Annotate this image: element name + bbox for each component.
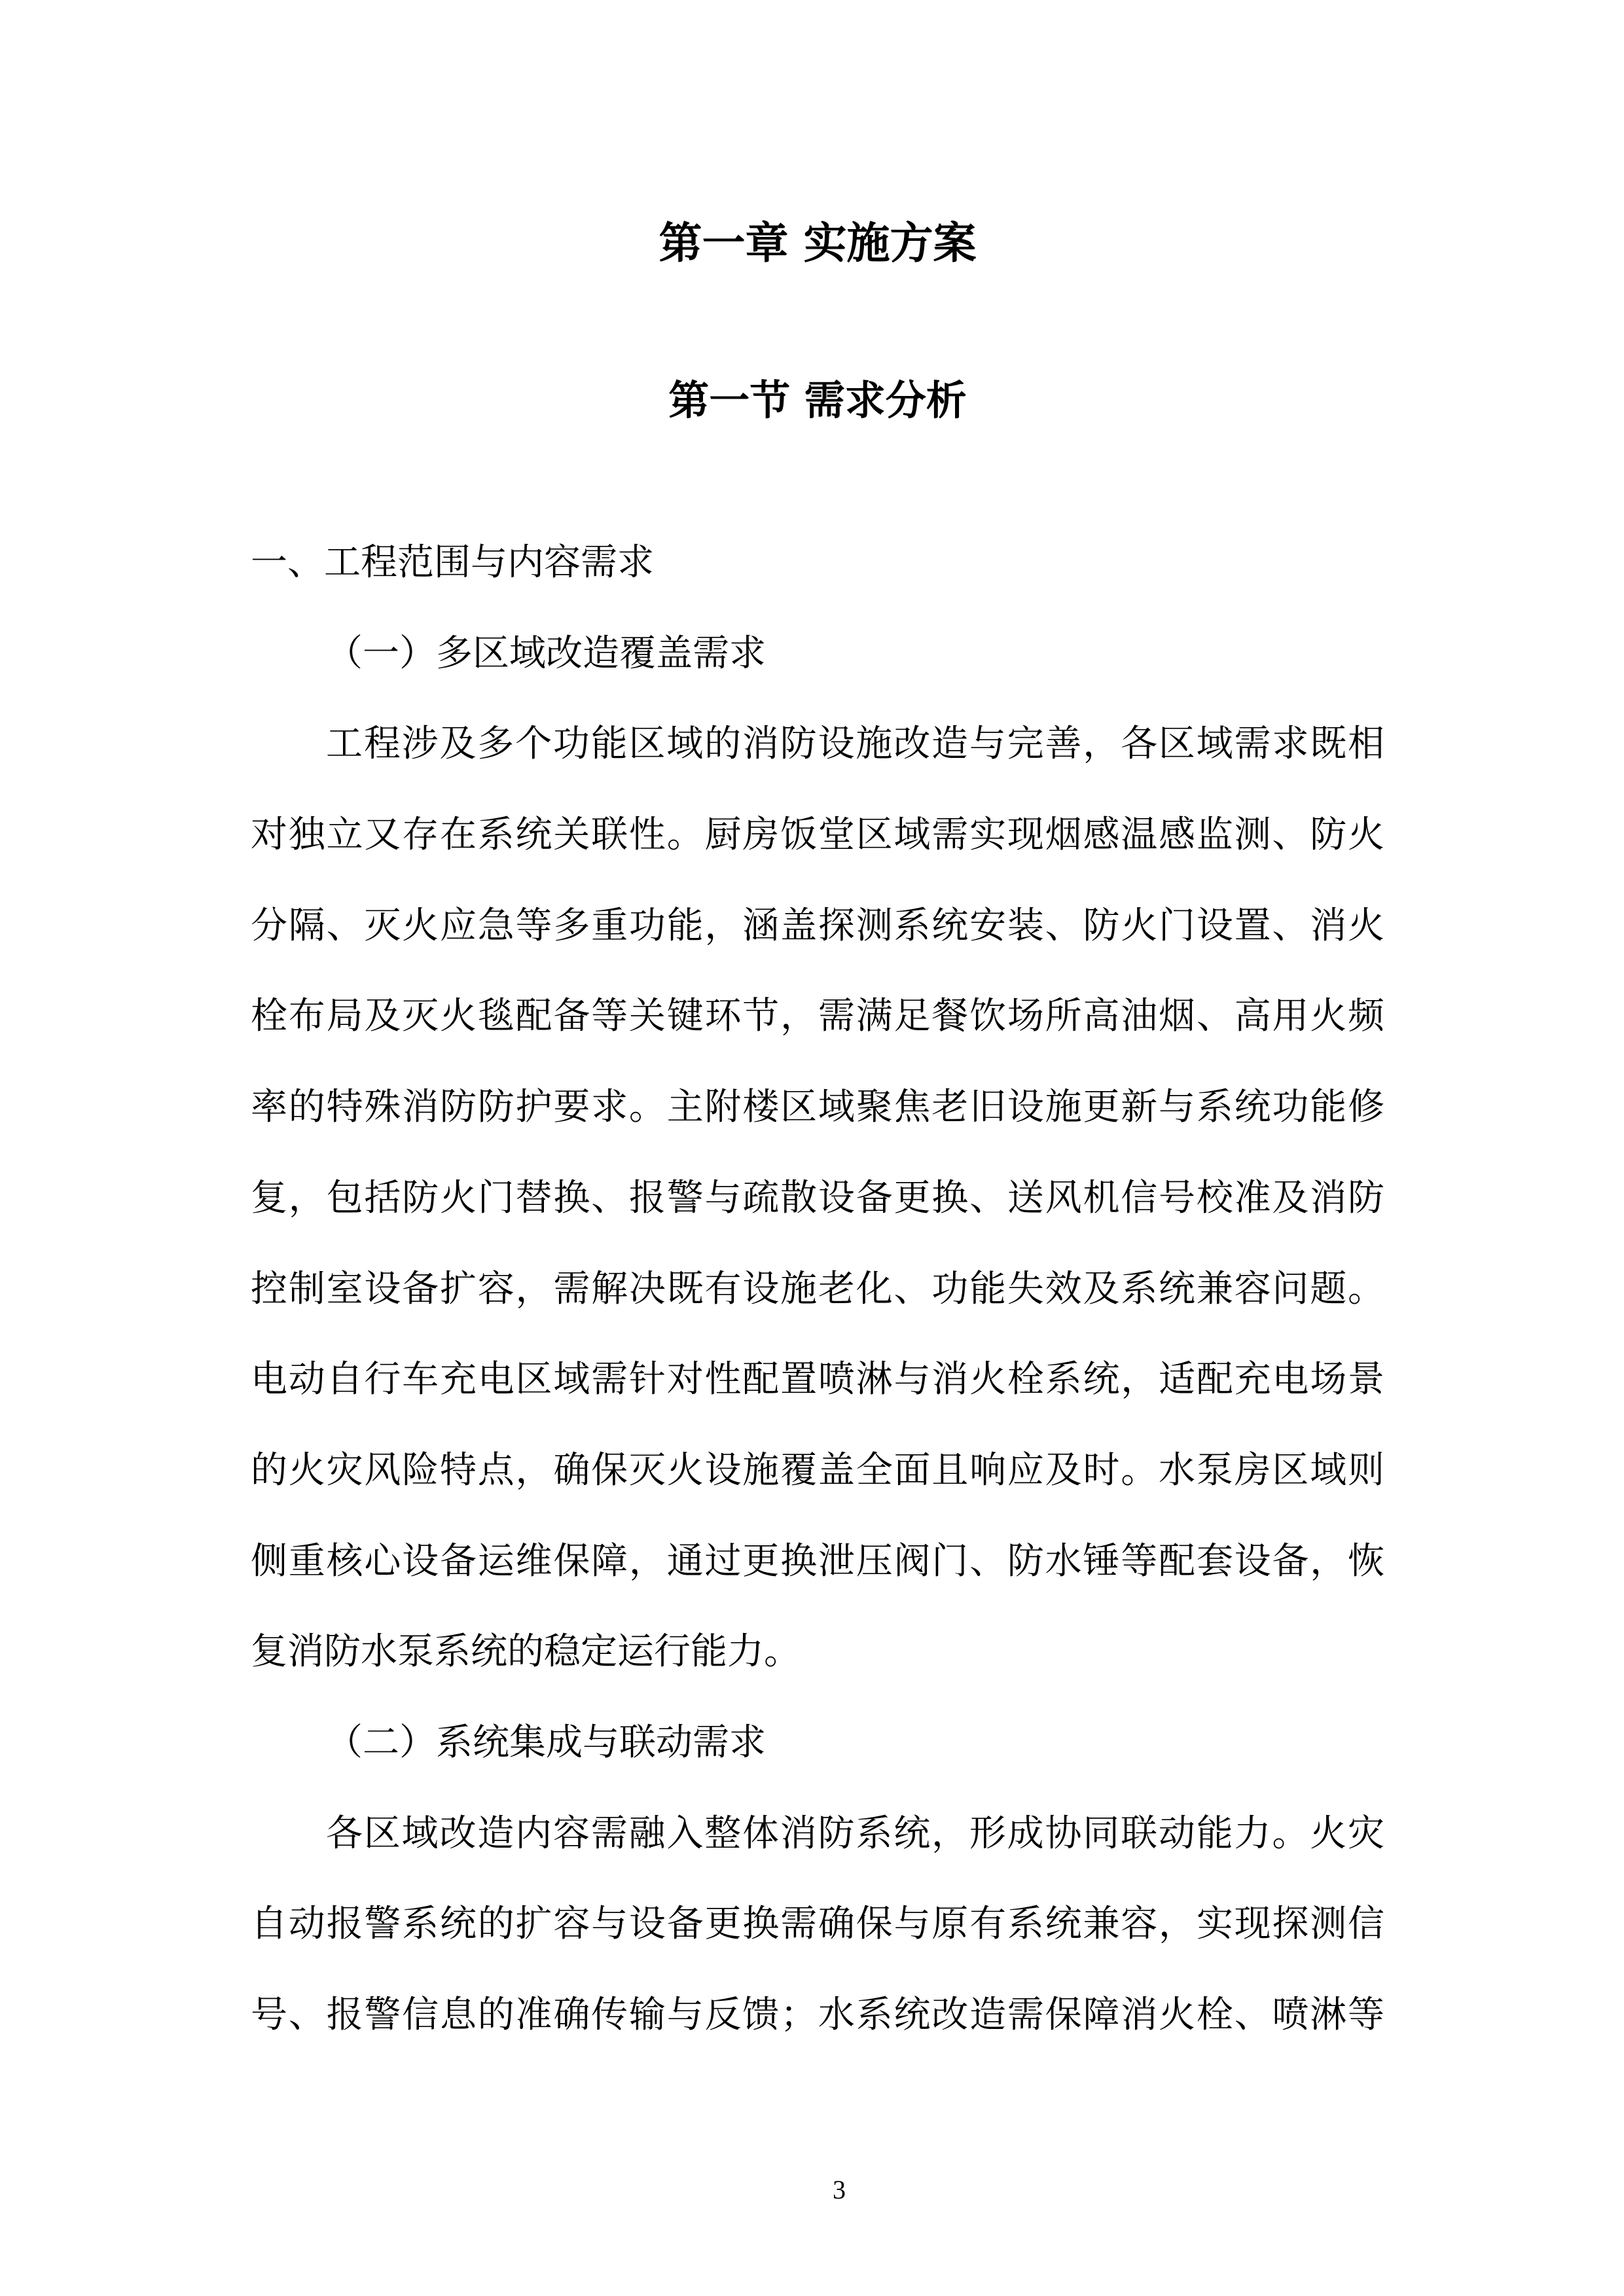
chapter-title: 第一章 实施方案 <box>659 217 977 268</box>
paragraph-line: 各区域改造内容需融入整体消防系统，形成协同联动能力。火灾 <box>326 1812 1384 1855</box>
paragraph-line: 率的特殊消防防护要求。主附楼区域聚焦老旧设施更新与系统功能修 <box>251 1086 1384 1129</box>
page-number: 3 <box>833 2175 846 2204</box>
paragraph-line: 的火灾风险特点，确保灭火设施覆盖全面且响应及时。水泵房区域则 <box>251 1448 1384 1492</box>
paragraph-line: 电动自行车充电区域需针对性配置喷淋与消火栓系统，适配充电场景 <box>251 1358 1384 1401</box>
paragraph-line: 侧重核心设备运维保障，通过更换泄压阀门、防水锤等配套设备，恢 <box>251 1539 1384 1583</box>
body-text <box>251 518 1384 2061</box>
subheading-1: （一）多区域改造覆盖需求 <box>326 632 766 675</box>
paragraph-line: 栓布局及灭火毯配备等关键环节，需满足餐饮场所高油烟、高用火频 <box>251 995 1384 1038</box>
paragraph-line: 自动报警系统的扩容与设备更换需确保与原有系统兼容，实现探测信 <box>251 1903 1384 1946</box>
paragraph-line: 号、报警信息的准确传输与反馈；水系统改造需保障消火栓、喷淋等 <box>251 1994 1384 2036</box>
paragraph-line: 控制室设备扩容，需解决既有设施老化、功能失效及系统兼容问题。 <box>251 1267 1384 1310</box>
subheading-2: （二）系统集成与联动需求 <box>326 1721 766 1764</box>
section-title: 第一节 需求分析 <box>668 376 967 424</box>
paragraph-line: 复消防水泵系统的稳定运行能力。 <box>251 1630 801 1674</box>
paragraph-line: 对独立又存在系统关联性。厨房饭堂区域需实现烟感温感监测、防火 <box>251 814 1384 857</box>
paragraph-line: 分隔、灭火应急等多重功能，涵盖探测系统安装、防火门设置、消火 <box>251 904 1384 947</box>
heading-level-1: 一、工程范围与内容需求 <box>251 541 654 584</box>
paragraph-line: 复，包括防火门替换、报警与疏散设备更换、送风机信号校准及消防 <box>251 1176 1384 1219</box>
paragraph-line: 工程涉及多个功能区域的消防设施改造与完善，各区域需求既相 <box>326 723 1384 766</box>
